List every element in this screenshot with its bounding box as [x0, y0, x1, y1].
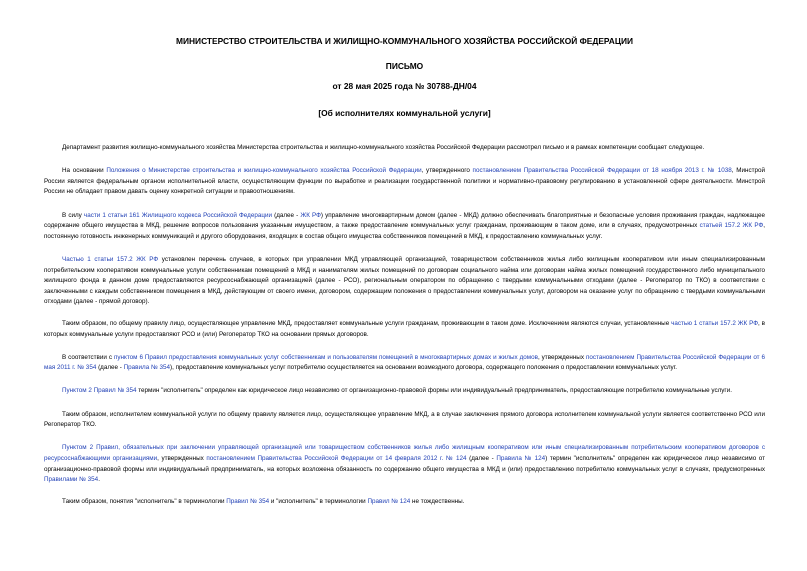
reference-link[interactable]: ЖК РФ — [300, 211, 321, 219]
paragraph-text: , Минстрой России является федеральным органом исполнительной власти, осуществляющим функции по выработке и реализации государственной политики и нормативно-правовому регулированию в установленной сфере деятельности. Минстрой России не обладает правом давать оценку конкретной ситуации и правоотношениям. — [44, 167, 766, 196]
body-paragraph — [44, 319, 765, 340]
reference-link[interactable]: пунктом 6 Правил предоставления коммунальных услуг собственникам и пользователям помещений в многоквартирных домах и жилых домов — [113, 353, 538, 361]
reference-link[interactable]: Правилами № 354 — [44, 476, 99, 484]
reference-link[interactable]: Правила № 124 — [496, 455, 546, 463]
reference-link[interactable]: Пунктом 2 Правил № 354 — [62, 387, 137, 395]
paragraph-text: термин "исполнитель" определен как юридическое лицо независимо от организационно-правовой формы или индивидуальный предприниматель, предоставляющие потребителю коммунальные услуги. — [136, 387, 732, 395]
body-paragraph — [44, 143, 765, 154]
paragraph-text: В силу — [62, 211, 84, 219]
reference-link[interactable]: Положения о Министерстве строительства и жилищно-коммунального хозяйства Российской Федерации — [106, 167, 422, 175]
paragraph-text: На основании — [62, 167, 107, 175]
document-kind: ПИСЬМО — [385, 61, 424, 71]
document-subject: [Об исполнителях коммунальной услуги] — [318, 108, 491, 118]
paragraph-text: Таким образом, понятия "исполнитель" в терминологии — [62, 497, 227, 505]
paragraph-text: Департамент развития жилищно-коммунального хозяйства Министерства строительства и жилищно-коммунального хозяйства Российской Федерации рассмотрел письмо и в рамках компетенции сообщает следующее. — [62, 144, 705, 151]
paragraph-text: , утвержденных — [157, 455, 207, 463]
document-body — [44, 143, 765, 507]
paragraph-text: (далее - — [271, 211, 301, 219]
reference-link[interactable]: Правила № 354 — [123, 364, 170, 372]
paragraph-text: (далее - — [96, 364, 124, 372]
paragraph-text: ) термин "исполнитель" определен как юридическое лицо независимо от организационно-правовой формы или индивидуальный предприниматель, на которых возложена обязанность по содержанию общего имущества в МКД и (или) предоставлению потребителю коммунальных услуг в случаях, предусмотренных — [44, 455, 766, 473]
paragraph-text: установлен перечень случаев, в которых при управлении МКД управляющей организацией, товариществом собственников жилья либо жилищным кооперативом или иным специализированным потребительским кооперативом коммунальные услуги собственникам помещений в МКД и нанимателям жилых помещений по договорам социального найма или договорам найма жилых помещений государственного либо муниципального жилищного фонда в данном доме предоставляются ресурсоснабжающей организацией (далее - РСО), региональным оператором по обращению с твердыми коммунальными отходами (далее - Регоператор по ТКО) в соответствии с заключенными с каждым собственником помещения в МКД, действующим от своего имени, договором, содержащим положения о предоставлении коммунальных услуг, договором на оказание услуг по обращению с твердыми коммунальными отходами (далее - прямой договор). — [44, 255, 765, 306]
body-paragraph — [44, 255, 765, 308]
body-paragraph — [44, 353, 765, 374]
reference-link[interactable]: Частью 1 статьи 157.2 ЖК РФ — [62, 255, 159, 263]
ministry-title: МИНИСТЕРСТВО СТРОИТЕЛЬСТВА И ЖИЛИЩНО-КОММУНАЛЬНОГО ХОЗЯЙСТВА РОССИЙСКОЙ ФЕДЕРАЦИИ — [176, 36, 633, 46]
body-paragraph — [44, 443, 765, 485]
body-paragraph — [44, 211, 765, 243]
paragraph-text: , постоянную готовность инженерных коммуникаций и другого оборудования, входящих в состав общего имущества собственников помещений в МКД, к предоставлению коммунальных услуг. — [44, 222, 765, 240]
paragraph-text: Таким образом, исполнителем коммунальной услуги по общему правилу является лицо, осуществляющее управление МКД, а в случае заключения прямого договора исполнителем коммунальной услуги является соответственно РСО или Регоператор ТКО. — [44, 410, 765, 429]
body-paragraph — [44, 410, 765, 431]
reference-link[interactable]: части 1 статьи 161 Жилищного кодекса Российской Федерации — [83, 211, 272, 219]
paragraph-text: ) управление многоквартирным домом (далее - МКД) должно обеспечивать благоприятные и безопасные условия проживания граждан, надлежащее содержание общего имущества в МКД, решение вопросов пользования указанным имуществом, а также предоставление коммунальных услуг гражданам, проживающим в таком доме, или в случаях, предусмотренных — [44, 211, 766, 230]
reference-link[interactable]: Правил № 354 — [226, 497, 270, 505]
reference-link[interactable]: постановлением Правительства Российской Федерации от 18 ноября 2013 г. № 1038 — [472, 167, 732, 175]
paragraph-text: (далее - — [466, 455, 497, 463]
body-paragraph — [44, 386, 765, 397]
body-paragraph — [44, 497, 765, 508]
paragraph-text: и "исполнитель" в терминологии — [269, 497, 368, 505]
paragraph-text: , утвержденного — [421, 167, 473, 175]
reference-link[interactable]: статьей 157.2 ЖК РФ — [699, 222, 764, 230]
paragraph-text: не тождественны. — [410, 497, 465, 505]
paragraph-text: Таким образом, по общему правилу лицо, осуществляющее управление МКД, предоставляет коммунальные услуги гражданам, проживающим в таком доме. Исключением являются случаи, установленные — [62, 319, 672, 327]
paragraph-text: ), предоставление коммунальных услуг потребителю осуществляется на основании возмездного договора, содержащего положения о предоставлении коммунальных услуг. — [169, 364, 677, 372]
reference-link[interactable]: постановлением Правительства Российской Федерации от 14 февраля 2012 г. № 124 — [206, 455, 467, 463]
reference-link[interactable]: Правил № 124 — [367, 497, 411, 505]
paragraph-text: , утвержденных — [537, 353, 586, 361]
reference-link[interactable]: Пунктом 2 Правил, обязательных при заключении управляющей организацией или товариществом собственников жилья либо жилищным кооперативом или иным специализированным потребительским кооперативом договоров с ресурсоснабжающими организациями — [44, 444, 765, 463]
paragraph-text: . — [98, 476, 100, 484]
document-date-number: от 28 мая 2025 года № 30788-ДН/04 — [332, 81, 477, 91]
paragraph-text: , в которых коммунальные услуги предоставляют РСО и (или) Регоператор ТКО на основании прямых договоров. — [44, 319, 765, 338]
paragraph-text: В соответствии с — [62, 353, 114, 361]
reference-link[interactable]: частью 1 статьи 157.2 ЖК РФ — [671, 319, 758, 327]
reference-link[interactable]: постановлением Правительства Российской Федерации от 6 мая 2011 г. № 354 — [44, 353, 766, 372]
body-paragraph — [44, 166, 765, 198]
